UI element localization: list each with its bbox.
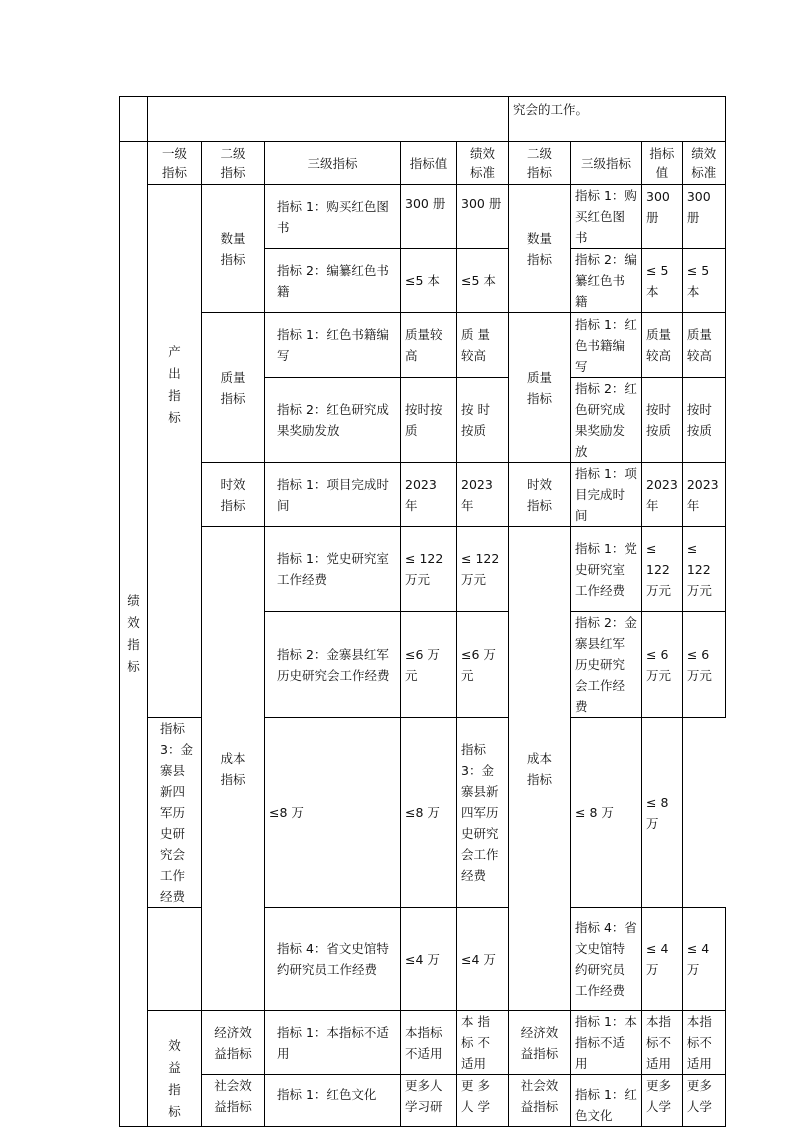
cost-label-b: 成本 指标 xyxy=(509,527,571,1011)
quantity-item-1-standard-b-text: 300 册 xyxy=(686,189,711,225)
quality-item-1-value-b: 质量较高 xyxy=(642,313,683,378)
quality-item-2-value: 按时按质 xyxy=(401,378,457,463)
quantity-item-1-name-b: 指标 1：购买红色图书 xyxy=(571,185,642,249)
top-row-text-content: 究会的工作。 xyxy=(513,102,589,117)
cost-item-1-value: ≤ 122 万元 xyxy=(401,527,457,612)
quantity-label: 数量 指标 xyxy=(202,185,265,313)
social-item-1-name-text: 指标 1：红色文化 xyxy=(277,1087,377,1102)
economic-item-1-value: 本指标不适用 xyxy=(401,1011,457,1075)
cost-item-3-name: 指标 3：金寨县新四军历史研究会工作经费 xyxy=(148,718,202,908)
output-label xyxy=(148,185,202,718)
cost-item-2-value-b: ≤ 6 万元 xyxy=(642,612,683,718)
cost-item-1-standard: ≤ 122 万元 xyxy=(457,527,509,612)
social-label: 社会效 益指标 xyxy=(202,1075,265,1127)
header-standard-b: 绩效 标准 xyxy=(682,142,725,185)
cost-item-1-name: 指标 1：党史研究室工作经费 xyxy=(265,527,401,612)
quality-item-1-name-b: 指标 1：红色书籍编写 xyxy=(571,313,642,378)
quantity-item-1-standard-b xyxy=(682,185,725,249)
economic-label-b: 经济效 益指标 xyxy=(509,1011,571,1075)
quantity-item-2-name: 指标 2：编纂红色书籍 xyxy=(265,249,401,313)
cost-item-2-standard-b: ≤ 6 万元 xyxy=(682,612,725,718)
blank-cell xyxy=(148,97,509,142)
social-item-1-standard: 更 多 人 学 xyxy=(457,1075,509,1127)
quality-item-1-value: 质量较高 xyxy=(401,313,457,378)
quantity-item-2-value: ≤5 本 xyxy=(401,249,457,313)
timeliness-label: 时效 指标 xyxy=(202,463,265,527)
social-item-1-standard-b: 更多人学 xyxy=(682,1075,725,1127)
header-level1: 一级 指标 xyxy=(148,142,202,185)
timeliness-item-1-name-b: 指标 1：项目完成时间 xyxy=(571,463,642,527)
quantity-item-1-standard-text: 300 册 xyxy=(461,196,502,211)
header-value-b: 指标 值 xyxy=(642,142,683,185)
quantity-item-2-value-b: ≤ 5 本 xyxy=(642,249,683,313)
quantity-item-1-standard xyxy=(457,185,509,249)
timeliness-label-b: 时效 指标 xyxy=(509,463,571,527)
quality-item-1-standard: 质 量 较高 xyxy=(457,313,509,378)
timeliness-item-1-value: 2023 年 xyxy=(401,463,457,527)
quantity-item-2-standard: ≤5 本 xyxy=(457,249,509,313)
quantity-item-1-name: 指标 1：购买红色图书 xyxy=(265,185,401,249)
cost-item-3-standard: ≤8 万 xyxy=(401,718,457,908)
output-label-text: 产 出 指 标 xyxy=(168,344,181,425)
cost-item-2-standard: ≤6 万元 xyxy=(457,612,509,718)
cost-item-1-name-b: 指标 1：党史研究室工作经费 xyxy=(571,527,642,612)
cost-item-3-value: ≤8 万 xyxy=(265,718,401,908)
cost-item-3-standard-b: ≤ 8 万 xyxy=(642,718,683,908)
quality-item-2-name-b: 指标 2：红色研究成果奖励发放 xyxy=(571,378,642,463)
cost-item-4-name: 指标 4：省文史馆特约研究员工作经费 xyxy=(265,908,401,1011)
economic-label: 经济效 益指标 xyxy=(202,1011,265,1075)
social-item-1-value: 更多人学习研 xyxy=(401,1075,457,1127)
quality-item-2-standard: 按 时 按质 xyxy=(457,378,509,463)
cost-item-4-standard: ≤4 万 xyxy=(457,908,509,1011)
cost-item-3-value-b: ≤ 8 万 xyxy=(571,718,642,908)
quantity-item-1-value-text: 300 册 xyxy=(405,196,446,211)
benefit-label-text: 效 益 指 标 xyxy=(168,1037,181,1119)
quantity-item-2-name-b: 指标 2：编纂红色书籍 xyxy=(571,249,642,313)
row-group-label-text: 绩 效 指 标 xyxy=(127,593,140,674)
cost-item-2-value: ≤6 万元 xyxy=(401,612,457,718)
cost-label: 成本 指标 xyxy=(202,527,265,1011)
social-item-1-name-b xyxy=(571,1075,642,1127)
social-label-b: 社会效 益指标 xyxy=(509,1075,571,1127)
cost-item-4-standard-b: ≤ 4 万 xyxy=(682,908,725,1011)
quality-item-2-name: 指标 2：红色研究成果奖励发放 xyxy=(265,378,401,463)
quantity-item-1-value-b-text: 300 册 xyxy=(646,189,670,225)
quality-item-1-standard-b: 质量较高 xyxy=(682,313,725,378)
cost-item-1-standard-b: ≤ 122 万元 xyxy=(682,527,725,612)
benefit-label xyxy=(148,1011,202,1127)
timeliness-item-1-standard-b: 2023 年 xyxy=(682,463,725,527)
social-item-1-value-b: 更多人学 xyxy=(642,1075,683,1127)
quantity-item-1-value xyxy=(401,185,457,249)
cost-item-3-name-b: 指标 3：金寨县新四军历史研究会工作经费 xyxy=(457,718,509,908)
cost-item-1-value-b: ≤ 122 万元 xyxy=(642,527,683,612)
performance-indicator-table xyxy=(119,96,726,1127)
economic-item-1-value-b: 本指标不适用 xyxy=(642,1011,683,1075)
quantity-label-b: 数量 指标 xyxy=(509,185,571,313)
quantity-item-1-value-b xyxy=(642,185,683,249)
header-level2: 二级 指标 xyxy=(202,142,265,185)
social-item-1-name-b-text: 指标 1：红色文化 xyxy=(575,1087,637,1123)
quality-label-b: 质量 指标 xyxy=(509,313,571,463)
timeliness-item-1-standard: 2023 年 xyxy=(457,463,509,527)
header-level2-b: 二级 指标 xyxy=(509,142,571,185)
cost-item-2-name-b: 指标 2：金寨县红军历史研究会工作经费 xyxy=(571,612,642,718)
economic-item-1-standard: 本 指 标 不 适用 xyxy=(457,1011,509,1075)
social-item-1-name xyxy=(265,1075,401,1127)
cost-item-4-name-b: 指标 4：省文史馆特约研究员工作经费 xyxy=(571,908,642,1011)
economic-item-1-name-b: 指标 1：本指标不适用 xyxy=(571,1011,642,1075)
quality-item-2-value-b: 按时按质 xyxy=(642,378,683,463)
cost-item-4-value: ≤4 万 xyxy=(401,908,457,1011)
quantity-item-2-standard-b: ≤ 5 本 xyxy=(682,249,725,313)
economic-item-1-standard-b: 本指标不适用 xyxy=(682,1011,725,1075)
quality-item-1-name: 指标 1：红色书籍编写 xyxy=(265,313,401,378)
blank-cell xyxy=(148,908,202,1011)
row-group-label xyxy=(120,142,148,1127)
economic-item-1-name: 指标 1：本指标不适用 xyxy=(265,1011,401,1075)
header-standard: 绩效 标准 xyxy=(457,142,509,185)
quality-item-2-standard-b: 按时按质 xyxy=(682,378,725,463)
cost-item-2-name: 指标 2：金寨县红军历史研究会工作经费 xyxy=(265,612,401,718)
timeliness-item-1-name: 指标 1：项目完成时间 xyxy=(265,463,401,527)
quality-label: 质量 指标 xyxy=(202,313,265,463)
blank-cell xyxy=(120,97,148,142)
timeliness-item-1-value-b: 2023 年 xyxy=(642,463,683,527)
header-level3: 三级指标 xyxy=(265,142,401,185)
header-level3-b: 三级指标 xyxy=(571,142,642,185)
header-value: 指标值 xyxy=(401,142,457,185)
top-row-text xyxy=(509,97,726,142)
cost-item-4-value-b: ≤ 4 万 xyxy=(642,908,683,1011)
